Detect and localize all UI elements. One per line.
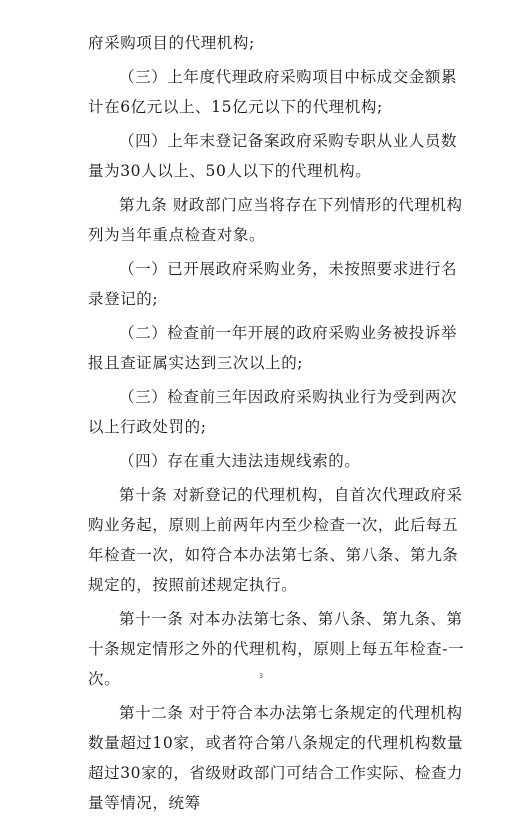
- page-number: 3: [258, 672, 264, 680]
- paragraph-5: （一）已开展政府采购业务，未按照要求进行名录登记的;: [88, 260, 458, 308]
- paragraph-3: （四）上年末登记备案政府采购专职从业人员数量为30人以上、50人以下的代理机构。: [88, 132, 458, 180]
- paragraph-8: （四）存在重大违法违规线索的。: [119, 452, 361, 470]
- document-body: [88, 28, 472, 822]
- paragraph-1: 府采购项目的代理机构;: [88, 34, 255, 52]
- paragraph-4: 第九条 财政部门应当将存在下列情形的代理机构列为当年重点检查对象。: [88, 196, 463, 244]
- paragraph-2: （三）上年度代理政府采购项目中标成交金额累计在6亿元以上、15亿元以下的代理机构;: [88, 68, 458, 116]
- paragraph-7: （三）检查前三年因政府采购执业行为受到两次以上行政处罚的;: [88, 388, 458, 436]
- paragraph-9: 第十条 对新登记的代理机构，自首次代理政府采购业务起，原则上前两年内至少检查一次，此后每五年检查一次，如符合本办法第七条、第八条、第九条规定的，按照前述规定执行。: [88, 486, 463, 594]
- paragraph-6: （二）检查前一年开展的政府采购业务被投诉举报且查证属实达到三次以上的;: [88, 324, 458, 372]
- paragraph-11: 第十二条 对于符合本办法第七条规定的代理机构数量超过10家，或者符合第八条规定的代理机构数量超过30家的，省级财政部门可结合工作实际、检查力量等情况，统筹: [88, 704, 464, 812]
- paragraph-10: 第十一条 对本办法第七条、第八条、第九条、第十条规定情形之外的代理机构，原则上每五年检查-一次。: [88, 610, 465, 688]
